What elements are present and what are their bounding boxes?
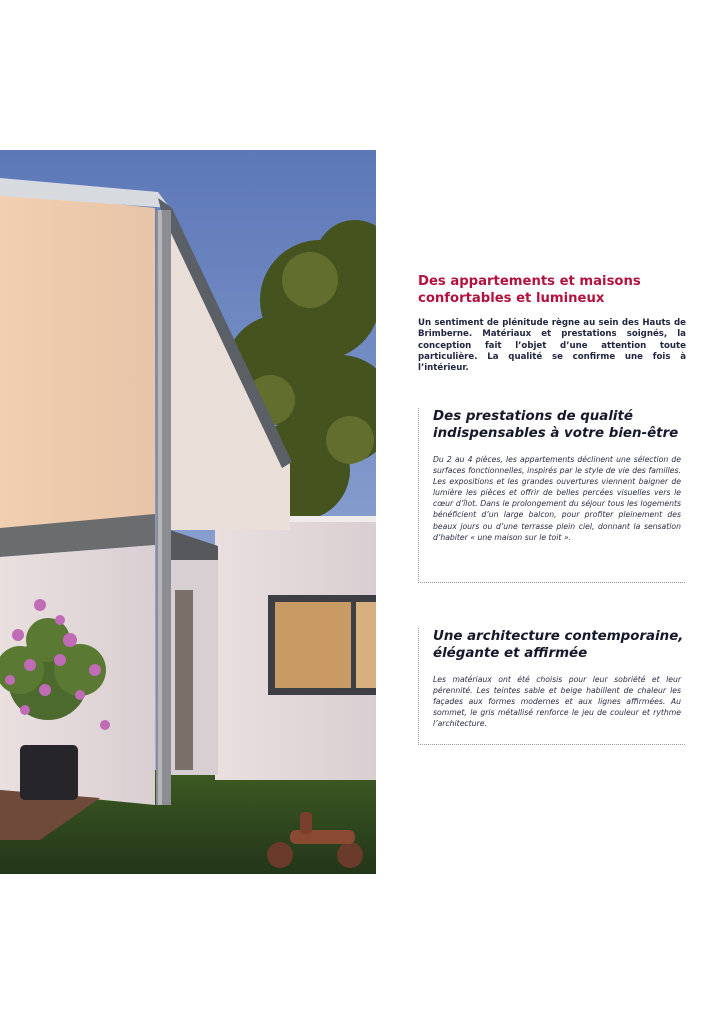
architecture-title: Une architecture contemporaine, élégante et affirmée	[433, 629, 684, 661]
amenities-block	[418, 408, 685, 583]
amenities-body: Du 2 au 4 pièces, les appartements déclinent une sélection de surfaces fonctionnelles, inspirés par le style de vie des familles. Les expositions et les grandes ouvertures viennent baigner de lumière les pièces et offrir de belles percées visuelles vers le cœur d’îlot. Dans le prolongement du séjour tous les logements bénéficient d’un large balcon, pour profiter pleinement des beaux jours ou d’une terrasse plein ciel, donnant la sensation d’habiter « une maison sur le toit ».	[433, 455, 681, 542]
intro-paragraph: Un sentiment de plénitude règne au sein des Hauts de Brimberne. Matériaux et prestations soignés, la conception fait l’objet d’une attention toute particulière. La qualité se confirme une fois à l’intérieur.	[418, 318, 686, 374]
house-photo	[0, 150, 376, 874]
amenities-title: Des prestations de qualité indispensables à votre bien-être	[433, 409, 679, 441]
architecture-body: Les matériaux ont été choisis pour leur sobriété et leur pérennité. Les teintes sable et beige habillent de chaleur les façades aux formes modernes et aux lignes affirmées. Au sommet, le gris métallisé renforce le jeu de couleur et rythme l’architecture.	[433, 675, 681, 729]
architecture-block	[418, 628, 685, 745]
section-title: Des appartements et maisons confortables et lumineux	[418, 274, 641, 306]
